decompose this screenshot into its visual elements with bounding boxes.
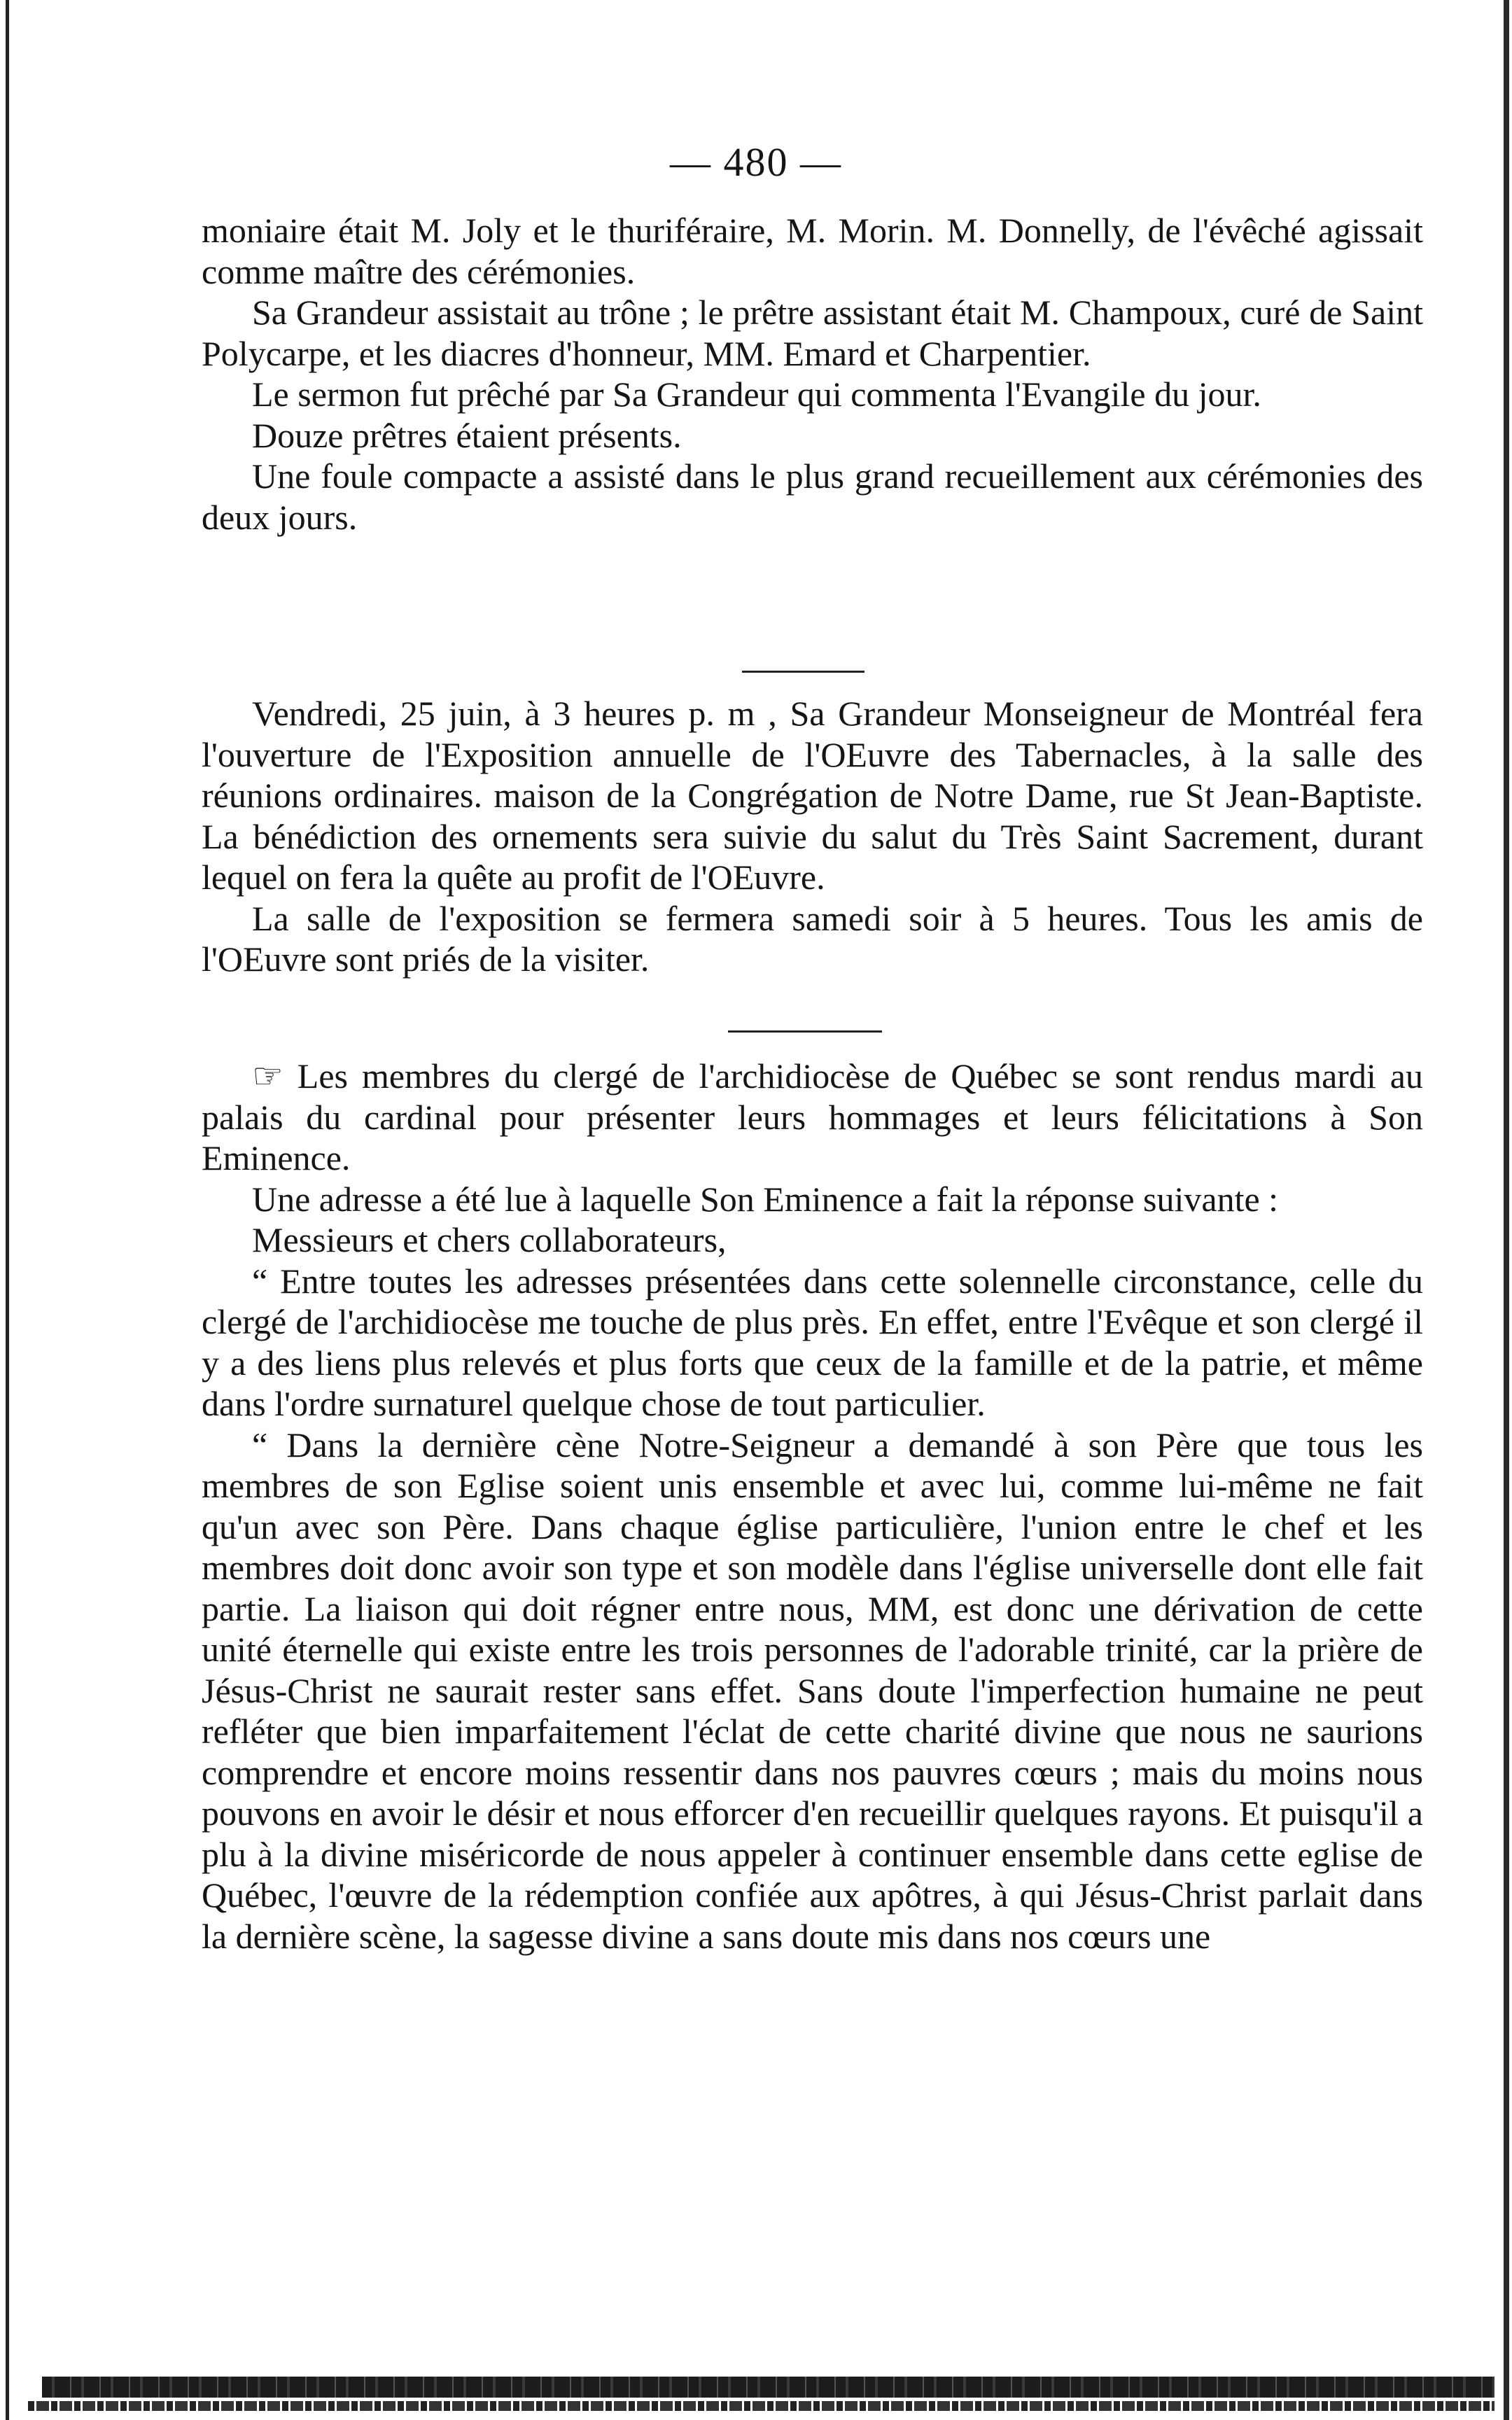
scan-edge-band — [28, 2401, 1494, 2411]
paragraph-sermon: Le sermon fut prêché par Sa Grandeur qui commenta l'Evangile du jour. — [252, 375, 1261, 414]
paragraph-exposition: Vendredi, 25 juin, à 3 heures p. m , Sa Grandeur Monseigneur de Montréal fera l'ouverture de l'Exposition annuelle de l'OEuvre des Tabernacles, à la salle des réunions ordinaires. maison de la Congrégation de Notre Dame, rue St Jean-Baptiste. La bénédiction des ornements sera suivie du salut du Très Saint Sacrement, durant lequel on fera la quête au profit de l'OEuvre. — [202, 694, 1423, 897]
paragraph-address: Une adresse a été lue à laquelle Son Eminence a fait la réponse suivante : — [252, 1179, 1279, 1219]
page-edge-left — [6, 0, 9, 2420]
paragraph-reply-1: “ Entre toutes les adresses présentées dans cette solennelle circonstance, celle du clergé de l'archidiocèse me touche de plus près. En effet, entre l'Evêque et son clergé il y a des liens plus relevés et plus forts que ceux de la famille et de la patrie, et même dans l'ordre surnaturel quelque chose de tout particulier. — [202, 1261, 1423, 1423]
separator-rule — [742, 671, 864, 673]
section-clergy — [202, 1056, 1423, 1957]
paragraph-crowd: Une foule compacte a assisté dans le plus grand recueillement aux cérémonies des deux jours. — [202, 456, 1423, 537]
scan-edge-band — [42, 2377, 1494, 2398]
paragraph-salutation: Messieurs et chers collaborateurs, — [252, 1220, 727, 1259]
section-ceremony — [202, 210, 1423, 538]
paragraph-clergy-visit: ☞ Les membres du clergé de l'archidiocèse de Québec se sont rendus mardi au palais du cardinal pour présenter leurs hommages et leurs félicitations à Son Eminence. — [202, 1056, 1423, 1177]
paragraph-reply-2: “ Dans la dernière cène Notre-Seigneur a demandé à son Père que tous les membres de son Eglise soient unis ensemble et avec lui, comme lui-même ne fait qu'un avec son Père. Dans chaque église particulière, l'union entre le chef et les membres doit donc avoir son type et son modèle dans l'église universelle dont elle fait partie. La liaison qui doit régner entre nous, MM, est donc une dérivation de cette unité éternelle qui existe entre les trois personnes de l'adorable trinité, car la prière de Jésus-Christ ne saurait rester sans effet. Sans doute l'imperfection humaine ne peut refléter que bien imparfaitement l'éclat de cette charité divine que nous ne saurions comprendre et encore moins ressentir dans nos pauvres cœurs ; mais du moins nous pouvons en avoir le désir et nous efforcer d'en recueillir quelques rayons. Et puisqu'il a plu à la divine miséricorde de nous appeler à continuer ensemble dans cette eglise de Québec, l'œuvre de la rédemption confiée aux apôtres, à qui Jésus-Christ parlait dans la dernière scène, la sagesse divine a sans doute mis dans nos cœurs une — [202, 1425, 1423, 1956]
page-edge-right — [1504, 0, 1509, 2420]
paragraph-priests: Douze prêtres étaient présents. — [252, 415, 682, 455]
paragraph-closing: La salle de l'exposition se fermera samedi soir à 5 heures. Tous les amis de l'OEuvre sont priés de la visiter. — [202, 898, 1423, 979]
paragraph-continuation: moniaire était M. Joly et le thuriféraire, M. Morin. M. Donnelly, de l'évêché agissait comme maître des cérémonies. — [202, 211, 1423, 291]
paragraph-throne: Sa Grandeur assistait au trône ; le prêtre assistant était M. Champoux, curé de Saint Polycarpe, et les diacres d'honneur, MM. Emard et Charpentier. — [202, 293, 1423, 373]
page-number: — 480 — — [670, 139, 842, 185]
section-exposition — [202, 693, 1423, 980]
separator-rule — [728, 1030, 882, 1033]
